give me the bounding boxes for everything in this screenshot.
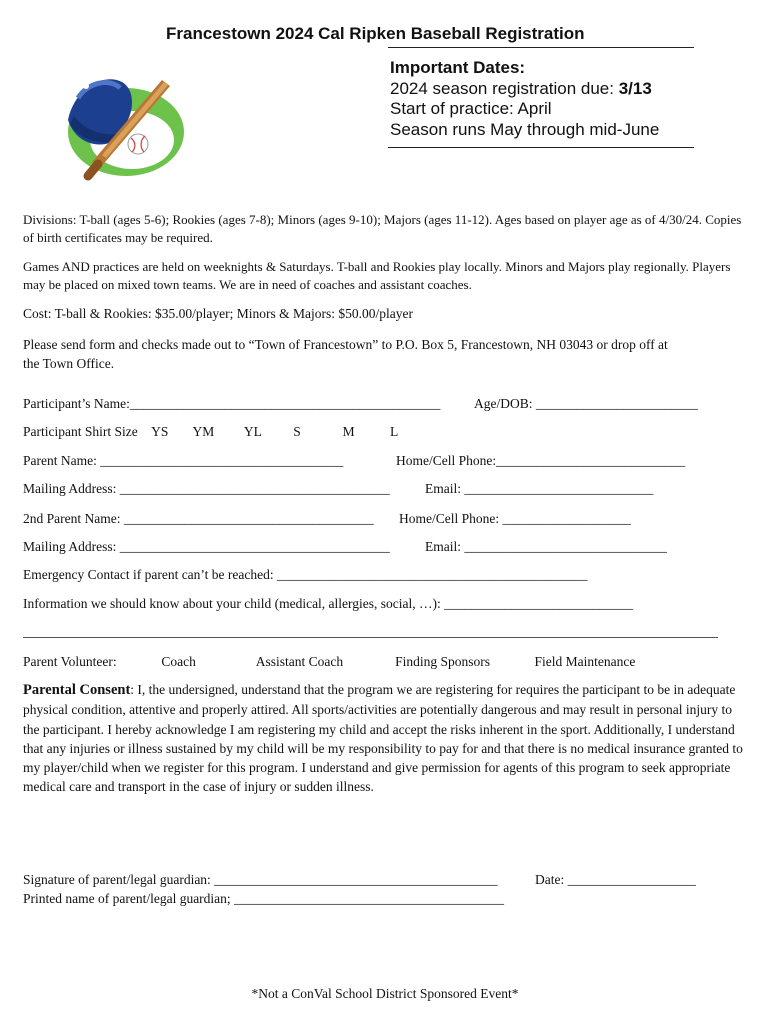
signature-date-field[interactable]: Date: ___________________: [535, 872, 696, 887]
volunteer-option-coach[interactable]: Coach: [161, 654, 196, 669]
participant-name-field[interactable]: Participant’s Name:______________________________________________: [23, 396, 441, 411]
home-cell-phone-field[interactable]: Home/Cell Phone:____________________________: [396, 453, 686, 468]
parental-consent-text: : I, the undersigned, understand that the program we are registering for requires the participant to be in adequate physical condition, attentive and properly attired. All sports/activities are potentially dangerous and may result in personal injury to the participant. I hereby acknowledge I am registering my child and accept the risks inherent in the sport. Additionally, I understand that any injuries or illness sustained by my child will be my responsibility to pay for and that there is no medical insurance granted to my player/child when we register for this program. I understand and give permission for agents of this program to seek appropriate medical care and transport in the case of injury or sudden illness.: [23, 682, 743, 795]
second-email-field[interactable]: Email: ______________________________: [425, 539, 667, 554]
registration-due-label: 2024 season registration due:: [390, 78, 619, 98]
volunteer-option-finding-sponsors[interactable]: Finding Sponsors: [395, 654, 491, 669]
practice-start: Start of practice: April: [390, 99, 552, 118]
shirt-size-row: [23, 424, 398, 440]
volunteer-option-assistant-coach[interactable]: Assistant Coach: [255, 654, 344, 669]
footer-note: *Not a ConVal School District Sponsored Event*: [251, 986, 519, 1001]
dates-underline: [388, 147, 694, 148]
season-runs: Season runs May through mid-June: [390, 119, 660, 139]
parent-volunteer-label: Parent Volunteer:: [23, 654, 117, 669]
parent-name-field[interactable]: Parent Name: ____________________________________: [23, 453, 344, 468]
games-text: Games AND practices are held on weeknights & Saturdays. T-ball and Rookies play locally. Minors and Majors play regionally. Players may be placed on mixed town teams. We are in need of coaches and assistant coaches.: [23, 259, 731, 292]
cost-text: Cost: T-ball & Rookies: $35.00/player; Minors & Majors: $50.00/player: [23, 306, 413, 321]
registration-due-date: 3/13: [618, 78, 652, 98]
parent-volunteer-row: [23, 654, 635, 670]
volunteer-option-field-maintenance[interactable]: Field Maintenance: [534, 654, 636, 669]
shirt-size-label: Participant Shirt Size: [23, 424, 138, 439]
emergency-contact-field[interactable]: Emergency Contact if parent can’t be reached: ______________________________________________: [23, 567, 588, 582]
parental-consent: [23, 680, 751, 797]
shirt-size-ym[interactable]: YM: [192, 424, 215, 439]
shirt-size-yl[interactable]: YL: [243, 424, 262, 439]
title-underline: [388, 47, 694, 48]
registration-due: [390, 79, 659, 100]
page-title: Francestown 2024 Cal Ripken Baseball Registration: [166, 24, 585, 43]
second-parent-name-field[interactable]: 2nd Parent Name: _____________________________________: [23, 511, 374, 526]
second-home-cell-phone-field[interactable]: Home/Cell Phone: ___________________: [399, 511, 631, 526]
shirt-size-ys[interactable]: YS: [151, 424, 169, 439]
shirt-size-s[interactable]: S: [293, 424, 301, 439]
printed-name-field[interactable]: Printed name of parent/legal guardian; ________________________________________: [23, 891, 505, 906]
send-text-line2: the Town Office.: [23, 356, 115, 371]
signature-field[interactable]: Signature of parent/legal guardian: __________________________________________: [23, 872, 498, 887]
child-info-field[interactable]: Information we should know about your child (medical, allergies, social, …): ____________________________: [23, 596, 634, 611]
email-field[interactable]: Email: ____________________________: [425, 481, 654, 496]
send-text-line1: Please send form and checks made out to “Town of Francestown” to P.O. Box 5, Francestown, NH 03043 or drop off at: [23, 337, 668, 352]
shirt-size-m[interactable]: M: [342, 424, 355, 439]
important-dates-heading: Important Dates:: [390, 58, 526, 77]
shirt-size-l[interactable]: L: [389, 424, 399, 439]
mailing-address-field[interactable]: Mailing Address: ________________________________________: [23, 481, 390, 496]
parental-consent-label: Parental Consent: [23, 682, 131, 698]
baseball-helmet-bat-ball-icon: [58, 64, 188, 184]
divisions-text: Divisions: T-ball (ages 5-6); Rookies (ages 7-8); Minors (ages 9-10); Majors (ages 11-12). Ages based on player age as of 4/30/24. Copies of birth certificates may be required.: [23, 212, 742, 245]
age-dob-field[interactable]: Age/DOB: ________________________: [474, 396, 698, 411]
child-info-extra-line[interactable]: [23, 637, 718, 638]
important-dates: [390, 58, 659, 140]
second-mailing-address-field[interactable]: Mailing Address: ________________________________________: [23, 539, 390, 554]
